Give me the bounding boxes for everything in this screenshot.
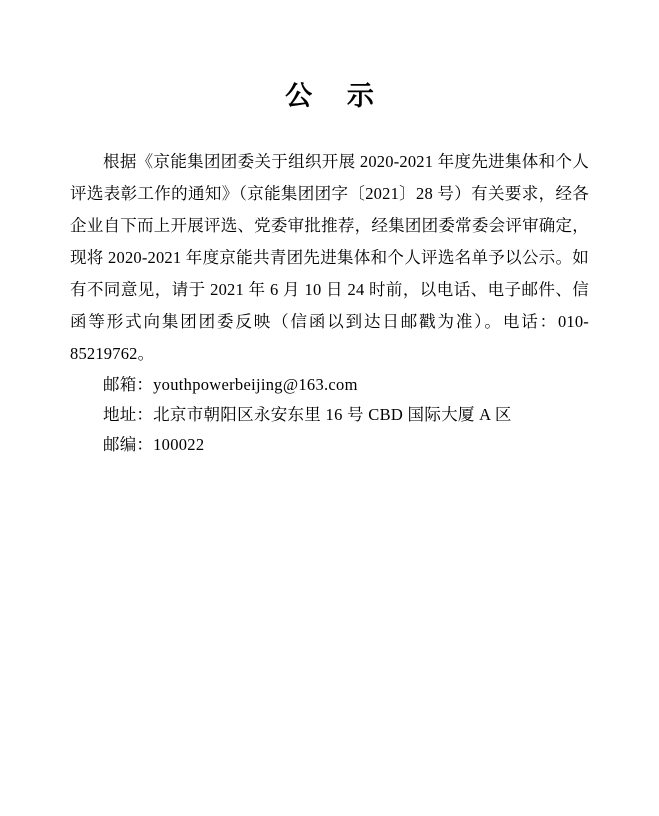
contact-postcode-value: 100022 bbox=[153, 435, 205, 454]
contact-address-value: 北京市朝阳区永安东里 16 号 CBD 国际大厦 A 区 bbox=[153, 405, 512, 424]
notice-paragraph: 根据《京能集团团委关于组织开展 2020-2021 年度先进集体和个人评选表彰工作的通知》（京能集团团字〔2021〕28 号）有关要求，经各企业自下而上开展评选、党委审批推荐，经集团团委常委会评审确定，现将 2020-2021 年度京能共青团先进集体和个人评选名单予以公示。如有不同意见，请于 2021 年 6 月 10 日 24 时前，以电话、电子邮件、信函等形式向集团团委反映（信函以到达日邮戳为准）。电话：010-85219762。 bbox=[70, 152, 589, 363]
contact-address bbox=[70, 400, 589, 430]
contact-postcode-label: 邮编： bbox=[103, 435, 154, 454]
contact-email-label: 邮箱： bbox=[103, 375, 154, 394]
contact-email-value: youthpowerbeijing@163.com bbox=[153, 375, 358, 394]
contact-address-label: 地址： bbox=[103, 405, 154, 424]
contact-postcode bbox=[70, 430, 589, 460]
contact-info-list bbox=[70, 370, 589, 460]
page-title: 公 示 bbox=[285, 81, 388, 111]
contact-email bbox=[70, 370, 589, 400]
document-body bbox=[70, 146, 589, 460]
